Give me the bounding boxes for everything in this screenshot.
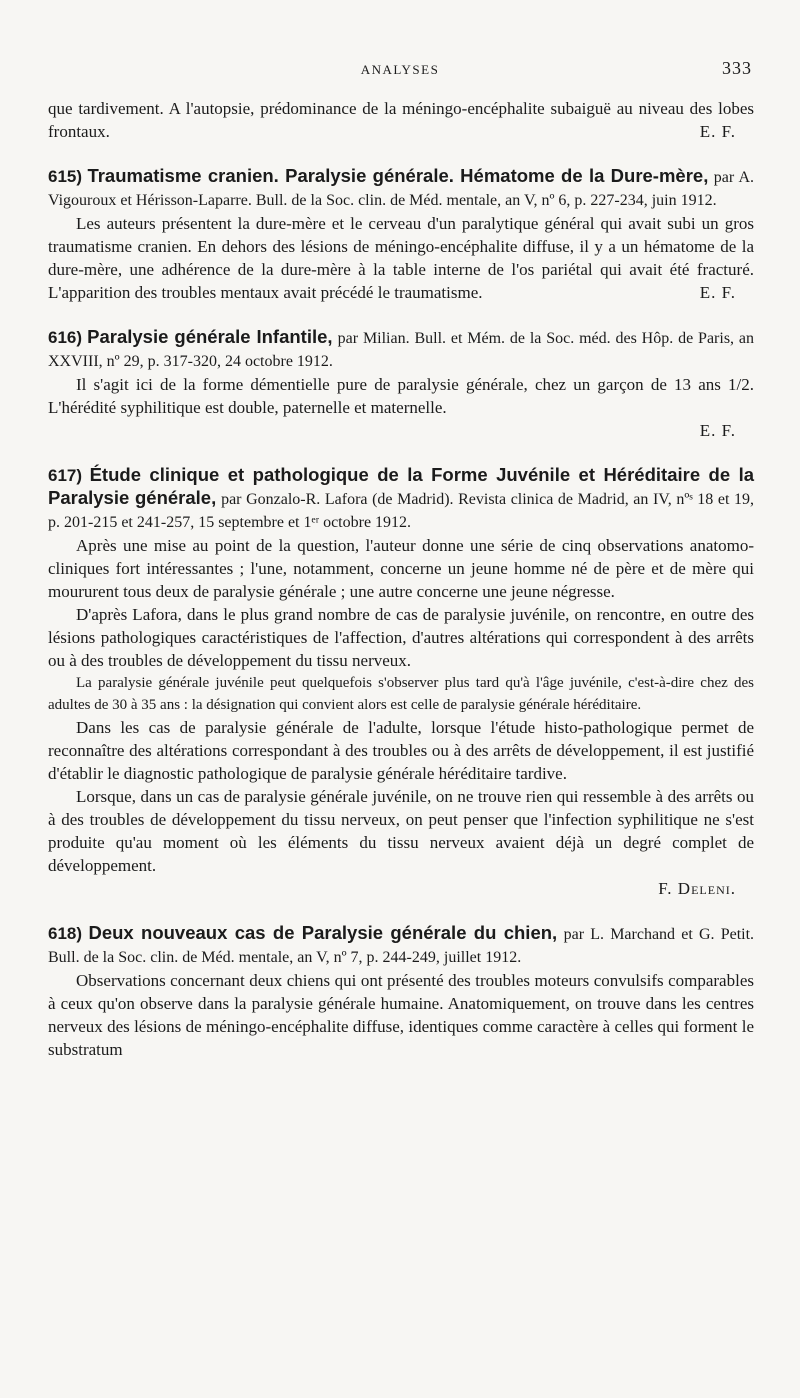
entry-small-paragraph: La paralysie générale juvénile peut quelquefois s'observer plus tard qu'à l'âge juvénile, c'est-à-dire chez des adultes de 30 à 35 ans : la désignation qui convient alors est celle de paralysie générale héréditaire. <box>48 675 754 713</box>
entry-title: Paralysie générale Infantile, <box>87 326 333 347</box>
page-number: 333 <box>722 58 752 78</box>
entry-signature: F. Deleni. <box>658 879 736 898</box>
entry-616 <box>48 326 754 442</box>
entry-paragraph: Lorsque, dans un cas de paralysie générale juvénile, on ne trouve rien qui ressemble à des arrêts ou à des troubles de développement du tissu nerveux, on peut penser que l'infection syphilitique ne s'est produite qu'au moment où les éléments du tissu nerveux avaient déjà un degré complet de développement. <box>48 787 754 875</box>
intro-signature: E. F. <box>699 122 736 141</box>
entry-number: 618) <box>48 924 83 943</box>
entry-paragraph: D'après Lafora, dans le plus grand nombre de cas de paralysie juvénile, on rencontre, en outre des lésions pathologiques caractéristiques de l'affection, d'autres altérations qui correspondent à des arrêts ou à des troubles de développement du tissu nerveux. <box>48 605 754 670</box>
entry-paragraph: Dans les cas de paralysie générale de l'adulte, lorsque l'étude histo-pathologique permet de reconnaître des altérations correspondant à des troubles ou à des arrêts de développement, il est justifié d'établir le diagnostic pathologique de paralysie générale héréditaire tardive. <box>48 718 754 783</box>
entry-citation: par L. Marchand et G. Petit. Bull. de la Soc. clin. de Méd. mentale, an V, nº 7, p. 244-249, juillet 1912. <box>48 926 755 966</box>
entry-signature: E. F. <box>699 283 736 302</box>
entry-number: 615) <box>48 167 83 186</box>
entry-paragraph <box>48 212 754 304</box>
entry-signature: E. F. <box>699 421 736 440</box>
entry-citation: par A. Vigouroux et Hérisson-Laparre. Bull. de la Soc. clin. de Méd. mentale, an V, nº 6, p. 227-234, juin 1912. <box>48 169 755 209</box>
entry-paragraph: Il s'agit ici de la forme démentielle pure de paralysie générale, chez un garçon de 13 ans 1/2. L'hérédité syphilitique est double, paternelle et maternelle. <box>48 375 754 417</box>
entry-number: 616) <box>48 328 83 347</box>
entry-paragraph: Observations concernant deux chiens qui ont présenté des troubles moteurs convulsifs comparables à ceux qu'on observe dans la paralysie générale humaine. Anatomiquement, on trouve dans les centres nerveux des lésions de méningo-encéphalite diffuse, identiques comme caractère à celles qui forment le substratum <box>48 971 754 1059</box>
entry-title: Traumatisme cranien. Paralysie générale. Hématome de la Dure-mère, <box>87 165 709 186</box>
intro-paragraph <box>48 97 754 143</box>
entry-618 <box>48 922 754 1061</box>
entry-heading <box>48 922 754 969</box>
entry-paragraph: Après une mise au point de la question, l'auteur donne une série de cinq observations anatomo-cliniques fort intéressantes ; l'une, notamment, concerne un jeune homme né de père et de mère qui moururent tous deux de paralysie générale ; une autre concerne une jeune négresse. <box>48 536 754 601</box>
entry-617 <box>48 464 754 900</box>
entry-number: 617) <box>48 466 83 485</box>
running-header: ANALYSES <box>360 62 440 77</box>
entry-heading <box>48 326 754 373</box>
page-content <box>48 97 754 1061</box>
paragraph-text: Les auteurs présentent la dure-mère et le cerveau d'un paralytique général qui avait subi un gros traumatisme cranien. En dehors des lésions de méningo-encéphalite diffuse, il y a un hématome de la dure-mère, une adhérence de la dure-mère à la table interne de l'os pariétal qui avait été fracturé. L'apparition des troubles mentaux avait précédé le traumatisme. <box>48 214 754 302</box>
intro-text: que tardivement. A l'autopsie, prédominance de la méningo-encéphalite subaiguë au niveau des lobes frontaux. <box>48 99 754 141</box>
entry-615 <box>48 165 754 304</box>
entry-title: Étude clinique et pathologique de la Forme Juvénile et Héréditaire de la Paralysie générale, <box>48 464 755 508</box>
entry-heading <box>48 165 754 212</box>
entry-citation: par Gonzalo-R. Lafora (de Madrid). Revista clinica de Madrid, an IV, nºˢ 18 et 19, p. 201-215 et 241-257, 15 septembre et 1ᵉʳ octobre 1912. <box>48 491 755 531</box>
entry-title: Deux nouveaux cas de Paralysie générale du chien, <box>88 922 558 943</box>
entry-heading <box>48 464 754 534</box>
entry-citation: par Milian. Bull. et Mém. de la Soc. méd. des Hôp. de Paris, an XXVIII, nº 29, p. 317-320, 24 octobre 1912. <box>48 330 755 370</box>
